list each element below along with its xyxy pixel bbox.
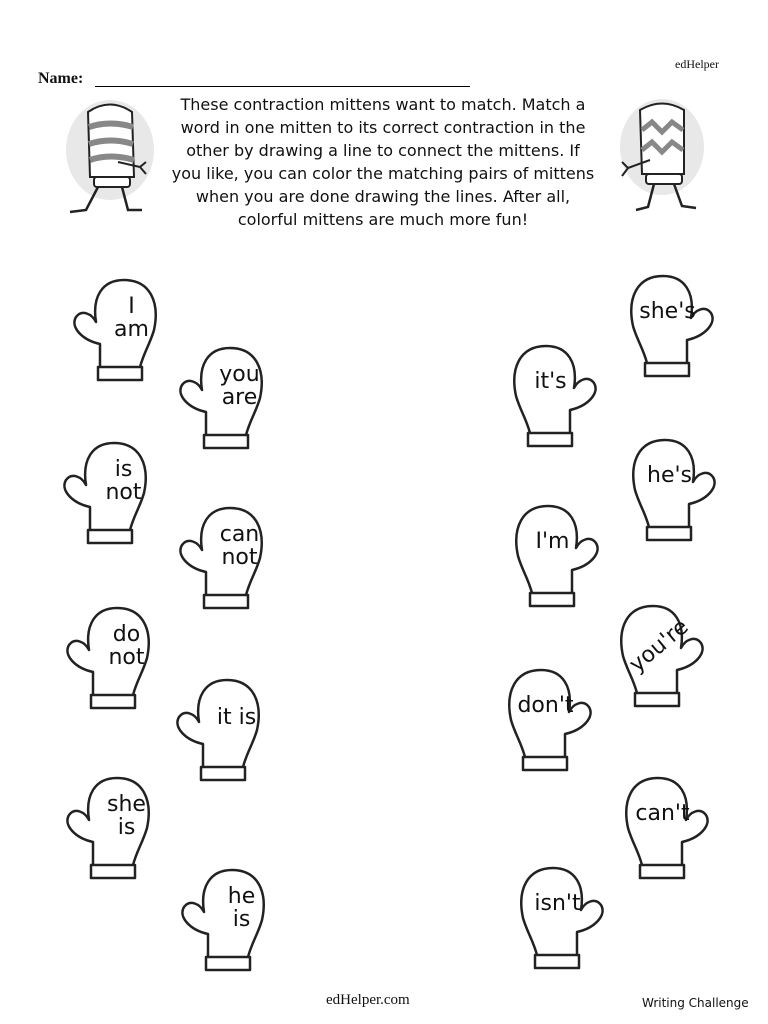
mitten-left-2[interactable] (52, 435, 167, 550)
mitten-word: are (221, 384, 258, 410)
instruction-line: when you are done drawing the lines. After all, (195, 187, 571, 206)
instruction-line: colorful mittens are much more fun! (237, 210, 529, 229)
mitten-right-3[interactable] (495, 498, 610, 613)
mitten-word: don't (517, 693, 574, 718)
mitten-word: I (128, 293, 135, 319)
instructions (158, 93, 608, 231)
mitten-right-4[interactable] (600, 598, 715, 713)
mitten-word: I'm (535, 529, 570, 554)
mitten-left-1[interactable] (168, 340, 283, 455)
mitten-word: you're (624, 614, 694, 678)
mitten-right-7[interactable] (500, 860, 615, 975)
mitten-word: is (117, 814, 136, 840)
instruction-line: other by drawing a line to connect the mittens. If (186, 141, 580, 160)
mitten-word: is (232, 906, 251, 932)
mitten-word: not (108, 644, 145, 670)
mitten-word: she (107, 791, 146, 817)
mitten-left-4[interactable] (55, 600, 170, 715)
mitten-right-2[interactable] (612, 432, 727, 547)
mitten-word: you (219, 361, 260, 387)
mitten-right-0[interactable] (610, 268, 725, 383)
footer-site: edHelper.com (326, 992, 410, 1008)
mitten-right-5[interactable] (488, 662, 603, 777)
mitten-word: not (221, 544, 258, 570)
mitten-left-3[interactable] (168, 500, 283, 615)
mitten-word: isn't (534, 891, 581, 916)
mitten-word: it's (534, 369, 567, 394)
mitten-word: he's (647, 463, 692, 488)
instruction-line: you like, you can color the matching pairs of mittens (171, 164, 595, 183)
mitten-word: am (114, 316, 149, 342)
instruction-line: These contraction mittens want to match. Match a (180, 95, 586, 114)
mitten-word: it is (216, 705, 257, 730)
mitten-left-6[interactable] (55, 770, 170, 885)
mitten-word: she's (639, 299, 696, 324)
brand-top: edHelper (675, 57, 719, 71)
name-line[interactable] (95, 86, 470, 87)
mitten-character-right-icon (610, 92, 715, 222)
footer-title: Writing Challenge (642, 996, 749, 1010)
mitten-word: not (105, 479, 142, 505)
name-label: Name: (38, 70, 84, 87)
mitten-word: is (114, 456, 133, 482)
mitten-word: he (227, 883, 256, 909)
mitten-character-left-icon (58, 92, 163, 222)
mitten-left-7[interactable] (170, 862, 285, 977)
mitten-word: do (112, 621, 141, 647)
mitten-left-0[interactable] (62, 272, 177, 387)
mitten-word: can (219, 521, 260, 547)
mitten-word: can't (635, 801, 690, 826)
mitten-right-1[interactable] (493, 338, 608, 453)
instruction-line: word in one mitten to its correct contraction in the (180, 118, 586, 137)
